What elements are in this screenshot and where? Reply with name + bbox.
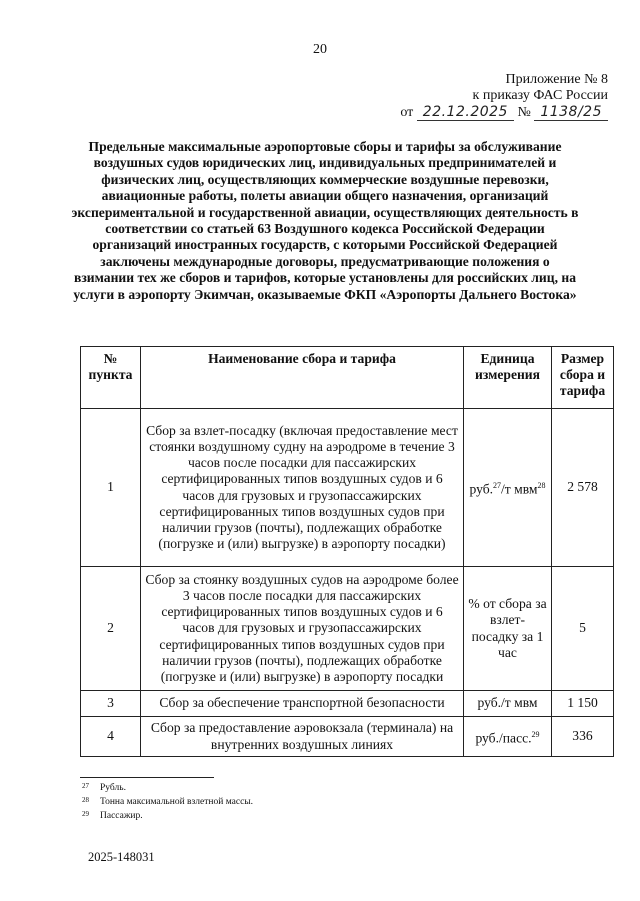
row-num: 2: [81, 567, 141, 691]
number-prefix: №: [517, 105, 531, 120]
row-name: Сбор за предоставление аэровокзала (терминала) на внутренних воздушных линиях: [141, 717, 464, 757]
document-title: Предельные максимальные аэропортовые сборы и тарифы за обслуживание воздушных судов юридических лиц, индивидуальных предпринимателей и физических лиц, осуществляющих коммерческие воздушные перевозки, авиационные работы, полеты авиации общего назначения, организаций экспериментальной и государственной авиации, осуществляющих деятельность в соответствии со статьей 63 Воздушного кодекса Российской Федерации организаций иностранных государств, с которыми Российской Федерацией заключены международные договоры, предусматривающие положения о взимании тех же сборов и тарифов, которые установлены для российских лиц, на услуги в аэропорту Экимчан, оказываемые ФКП «Аэропорты Дальнего Востока»: [71, 139, 579, 302]
footnote-item: 27 Рубль.: [82, 782, 126, 793]
row-num: 3: [81, 691, 141, 717]
table-row: [81, 691, 614, 717]
footnote-item: 28 Тонна максимальной взлетной массы.: [82, 796, 254, 807]
footnotes: [82, 781, 253, 823]
table-row: [81, 717, 614, 757]
row-rate: 2 578: [552, 409, 614, 567]
row-rate: 5: [552, 567, 614, 691]
row-name: Сбор за стоянку воздушных судов на аэродроме более 3 часов после посадки для пассажирских сертифицированных типов воздушных судов и 6 часов для грузовых и грузопассажирских сертифицированных типов воздушных судов при наличии грузов (почты), подлежащих обработке (погрузке и (или) выгрузке) в аэропорту посадки: [141, 567, 464, 691]
header-num: № пункта: [81, 347, 141, 409]
row-rate: 336: [552, 717, 614, 757]
row-unit: руб.$^{27}$/т мвм$^{28}$: [464, 409, 552, 567]
handwritten-order-number: 1138/25: [534, 104, 608, 121]
header-name: Наименование сбора и тарифа: [141, 347, 464, 409]
page-number: 20: [313, 42, 327, 57]
header-unit: Единица измерения: [464, 347, 552, 409]
appendix-line-2: к приказу ФАС России: [472, 88, 608, 103]
row-name: Сбор за взлет-посадку (включая предоставление мест стоянки воздушному судну на аэродроме в течение 3 часов после посадки для пассажирских сертифицированных типов воздушных судов и 6 часов для грузовых и грузопассажирских сертифицированных типов воздушных судов при наличии грузов (почты), подлежащих обработке (погрузке и (или) выгрузке) в аэропорту посадки): [141, 409, 464, 567]
table-row: [81, 409, 614, 567]
date-prefix: от: [400, 105, 414, 120]
table-row: [81, 567, 614, 691]
row-name: Сбор за обеспечение транспортной безопасности: [141, 691, 464, 717]
row-rate: 1 150: [552, 691, 614, 717]
row-num: 4: [81, 717, 141, 757]
header-rate: Размер сбора и тарифа: [552, 347, 614, 409]
handwritten-date: 22.12.2025: [417, 104, 514, 121]
table-header-row: [81, 347, 614, 409]
footnote-separator: [80, 777, 214, 778]
order-date-number: [400, 104, 608, 121]
row-num: 1: [81, 409, 141, 567]
row-unit: руб./т мвм: [464, 691, 552, 717]
row-unit: % от сбора за взлет-посадку за 1 час: [464, 567, 552, 691]
tariff-table: [80, 346, 614, 757]
row-unit: руб./пасс.$^{29}$: [464, 717, 552, 757]
appendix-line-1: Приложение № 8: [505, 72, 608, 87]
appendix-header: [400, 72, 608, 121]
document-id: 2025-148031: [88, 850, 155, 864]
footnote-item: 29 Пассажир.: [82, 810, 143, 821]
